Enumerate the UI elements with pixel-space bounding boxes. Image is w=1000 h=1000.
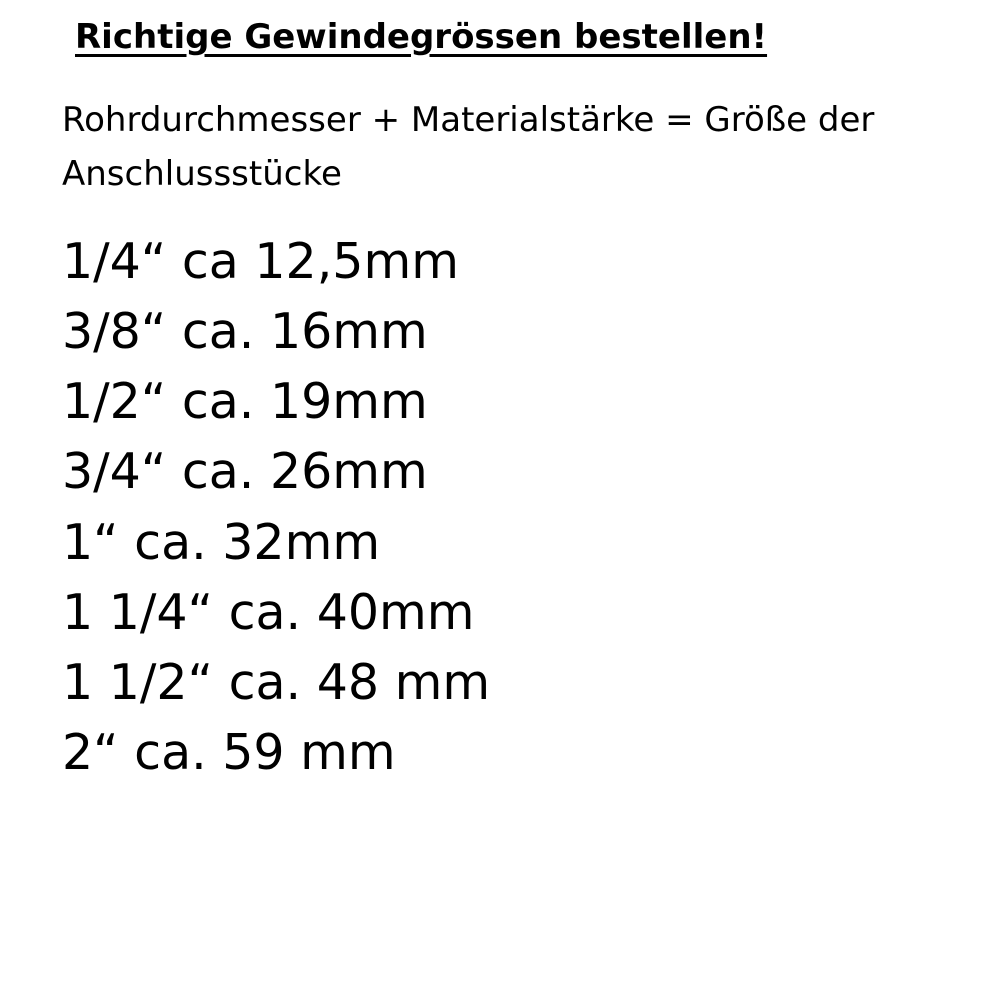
formula-text: Rohrdurchmesser + Materialstärke = Größe der Anschlussstücke: [62, 99, 875, 194]
list-item: 1 1/2“ ca. 48 mm: [62, 653, 491, 711]
list-item: 3/8“ ca. 16mm: [62, 303, 428, 361]
list-item: 1/4“ ca 12,5mm: [62, 233, 459, 291]
page-title: Richtige Gewindegrössen bestellen!: [75, 17, 768, 57]
list-item: 3/4“ ca. 26mm: [62, 443, 428, 501]
list-item: 1“ ca. 32mm: [62, 513, 381, 571]
list-item: 1/2“ ca. 19mm: [62, 373, 428, 431]
list-item: 1 1/4“ ca. 40mm: [62, 583, 475, 641]
thread-size-list: [62, 227, 1000, 788]
list-item: 2“ ca. 59 mm: [62, 723, 396, 781]
